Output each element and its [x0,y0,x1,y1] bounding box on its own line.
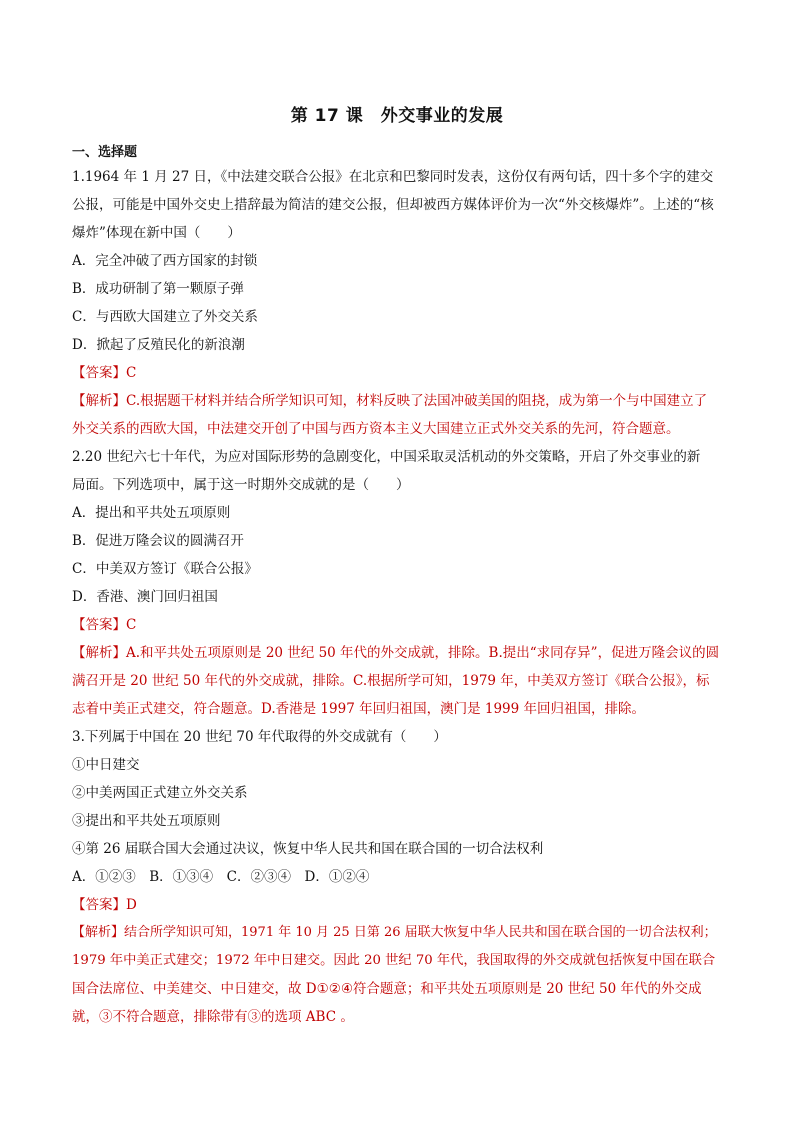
answer-line: 就，③不符合题意，排除带有③的选项 ABC 。 [72,1009,354,1025]
question-line: B．成功研制了第一颗原子弹 [72,281,244,297]
question-line: C．与西欧大国建立了外交关系 [72,309,258,325]
question-line: ④第 26 届联合国大会通过决议，恢复中华人民共和国在联合国的一切合法权利 [72,841,544,857]
question-line: D．香港、澳门回归祖国 [72,589,218,605]
answer-line: 【解析】结合所学知识可知，1971 年 10 月 25 日第 26 届联大恢复中华人民共和国在联合国的一切合法权利； [72,925,717,940]
question-line: 公报，可能是中国外交史上措辞最为简洁的建交公报，但却被西方媒体评价为一次“外交核爆炸”。上述的“核 [72,197,714,213]
answer-line: 1979 年中美正式建交；1972 年中日建交。因此 20 世纪 70 年代，我国取得的外交成就包括恢复中国在联合 [72,953,716,968]
question-line: ②中美两国正式建立外交关系 [72,785,248,801]
question-line: 2.20 世纪六七十年代，为应对国际形势的急剧变化，中国采取灵活机动的外交策略，开启了外交事业的新 [72,449,701,465]
document-body [72,163,726,1031]
answer-line: 满召开是 20 世纪 50 年代的外交成就，排除。C.根据所学可知，1979 年，中美双方签订《联合公报》，标 [72,673,710,689]
page-title: 第 17 课 外交事业的发展 [290,106,504,126]
answer-line: 志着中美正式建交，符合题意。D.香港是 1997 年回归祖国，澳门是 1999 年回归祖国，排除。 [72,701,646,717]
question-line: ③提出和平共处五项原则 [72,813,221,829]
question-line: ①中日建交 [72,757,140,773]
answer-line: 【解析】C.根据题干材料并结合所学知识可知，材料反映了法国冲破美国的阻挠，成为第一个与中国建立了 [72,393,708,409]
question-line: 3.下列属于中国在 20 世纪 70 年代取得的外交成就有（ ） [72,729,447,745]
question-line: A．提出和平共处五项原则 [72,505,231,521]
answer-line: 【答案】D [72,897,137,913]
question-line: A．①②③ B．①③④ C．②③④ D．①②④ [72,869,370,885]
question-line: C．中美双方签订《联合公报》 [72,561,258,577]
question-line: D．掀起了反殖民化的新浪潮 [72,337,245,353]
answer-line: 【答案】C [72,617,137,633]
question-line: 局面。下列选项中，属于这一时期外交成就的是（ ） [72,477,410,493]
question-line: 爆炸”体现在新中国（ ） [72,225,241,241]
question-line: B．促进万隆会议的圆满召开 [72,533,244,549]
question-line: A．完全冲破了西方国家的封锁 [72,253,258,269]
question-line: 1.1964 年 1 月 27 日，《中法建交联合公报》在北京和巴黎同时发表，这份仅有两句话，四十多个字的建交 [72,169,714,185]
answer-line: 外交关系的西欧大国，中法建交开创了中国与西方资本主义大国建立正式外交关系的先河，符合题意。 [72,421,680,437]
answer-line: 【答案】C [72,365,137,381]
answer-line: 国合法席位、中美建交、中日建交，故 D①②④符合题意；和平共处五项原则是 20 世纪 50 年代的外交成 [72,981,702,997]
answer-line: 【解析】A.和平共处五项原则是 20 世纪 50 年代的外交成就，排除。B.提出“求同存异”，促进万隆会议的圆 [72,645,720,661]
section-heading: 一、选择题 [72,145,138,160]
